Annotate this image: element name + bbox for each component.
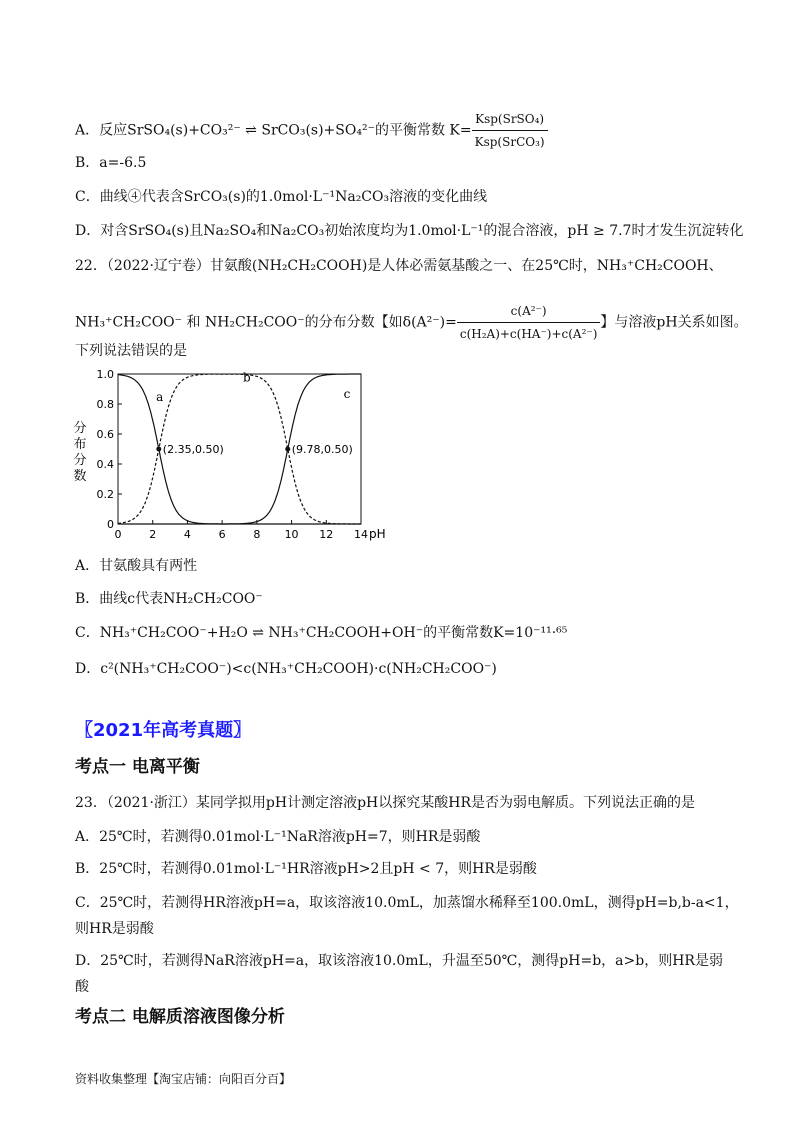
q22-option-c: C．NH₃⁺CH₂COO⁻+H₂O ⇌ NH₃⁺CH₂COOH+OH⁻的平衡常数K=10⁻¹¹·⁶⁵	[75, 625, 568, 641]
y-tick-label: 1.0	[96, 368, 114, 381]
distribution-chart	[70, 360, 420, 550]
x-axis-label: pH	[369, 527, 386, 541]
curve-label-b: b	[242, 370, 251, 385]
q23-option-b: B．25℃时，若测得0.01mol·L⁻¹HR溶液pH>2且pH < 7，则HR是弱酸	[75, 861, 537, 877]
q23-option-d-line2: 酸	[75, 979, 89, 995]
topic-2-title: 考点二 电解质溶液图像分析	[75, 1007, 285, 1027]
intersection-label: (2.35,0.50)	[162, 443, 224, 456]
y-axis-label-char: 布	[73, 437, 87, 452]
y-tick-label: 0.8	[96, 398, 114, 411]
q22-option-a: A．甘氨酸具有两性	[75, 558, 198, 574]
x-tick-label: 8	[253, 528, 261, 541]
q23-option-a: A．25℃时，若测得0.01mol·L⁻¹NaR溶液pH=7，则HR是弱酸	[75, 829, 481, 845]
section-2021-title: 〖2021年高考真题〗	[75, 720, 252, 741]
q23-option-d-line1: D．25℃时，若测得NaR溶液pH=a，取该溶液10.0mL，升温至50℃，测得pH=b，a>b，则HR是弱	[75, 953, 723, 969]
q21-option-b: B．a=-6.5	[75, 155, 147, 171]
y-tick-label: 0.2	[96, 488, 114, 501]
x-tick-label: 6	[218, 528, 226, 541]
y-tick-label: 0	[107, 518, 114, 531]
q22-stem-line3: 下列说法错误的是	[75, 343, 187, 359]
y-tick-label: 0.4	[96, 458, 114, 471]
y-tick-label: 0.6	[96, 428, 114, 441]
q23-option-c-line1: C．25℃时，若测得HR溶液pH=a，取该溶液10.0mL，加蒸馏水稀释至100.0mL，测得pH=b,b-a<1，	[75, 895, 739, 911]
curve-label-a: a	[156, 390, 164, 404]
q22-stem-line2: NH₃⁺CH₂COO⁻ 和 NH₂CH₂COO⁻的分布分数【如δ(A²⁻)= $\frac{\text{c(A²⁻)}}{\text{c(H₂A)+c(HA⁻)+c(A²⁻)}}$ 】与溶液pH关系如图。	[75, 300, 740, 345]
x-tick-label: 10	[284, 528, 299, 541]
x-tick-label: 0	[114, 528, 122, 541]
y-axis-label-char: 分	[73, 453, 87, 468]
topic-1-title: 考点一 电离平衡	[75, 757, 200, 777]
q23-stem: 23．（2021·浙江）某同学拟用pH计测定溶液pH以探究某酸HR是否为弱电解质。下列说法正确的是	[75, 795, 695, 811]
q22-stem-line1: 22．（2022·辽宁卷）甘氨酸(NH₂CH₂COOH)是人体必需氨基酸之一、在25℃时，NH₃⁺CH₂COOH、	[75, 258, 723, 274]
intersection-point	[285, 447, 290, 452]
intersection-point	[156, 447, 161, 452]
distribution-fraction: $\frac{\text{c(A²⁻)}}{\text{c(H₂A)+c(HA⁻)+c(A²⁻)}}$	[457, 300, 601, 345]
x-tick-label: 12	[319, 528, 334, 541]
ksp-fraction: $\frac{\text{Ksp(SrSO₄)}}{\text{Ksp(SrCO₃)}}$	[472, 108, 548, 153]
q21-option-c: C．曲线④代表含SrCO₃(s)的1.0mol·L⁻¹Na₂CO₃溶液的变化曲线	[75, 189, 488, 205]
q23-option-c-line2: 则HR是弱酸	[75, 921, 154, 937]
intersection-label: (9.78,0.50)	[291, 443, 353, 456]
q21-option-d: D．对含SrSO₄(s)且Na₂SO₄和Na₂CO₃初始浓度均为1.0mol·L⁻¹的混合溶液，pH ≥ 7.7时才发生沉淀转化	[75, 223, 744, 239]
q22-option-b: B．曲线c代表NH₂CH₂COO⁻	[75, 591, 263, 607]
y-axis-label-char: 数	[73, 469, 87, 484]
q21-option-a: A．反应SrSO₄(s)+CO₃²⁻ ⇌ SrCO₃(s)+SO₄²⁻的平衡常数 K= $\frac{\text{Ksp(SrSO₄)}}{\text{Ksp(SrCO₃)}}$	[75, 108, 740, 153]
y-axis-label-char: 分	[73, 421, 87, 436]
x-tick-label: 4	[183, 528, 191, 541]
x-tick-label: 14	[354, 528, 368, 541]
curve-label-c: c	[343, 387, 351, 401]
footer-source: 资料收集整理【淘宝店铺：向阳百分百】	[75, 1072, 292, 1086]
q22-option-d: D．c²(NH₃⁺CH₂COO⁻)<c(NH₃⁺CH₂COOH)·c(NH₂CH₂COO⁻)	[75, 661, 497, 677]
x-tick-label: 2	[149, 528, 157, 541]
